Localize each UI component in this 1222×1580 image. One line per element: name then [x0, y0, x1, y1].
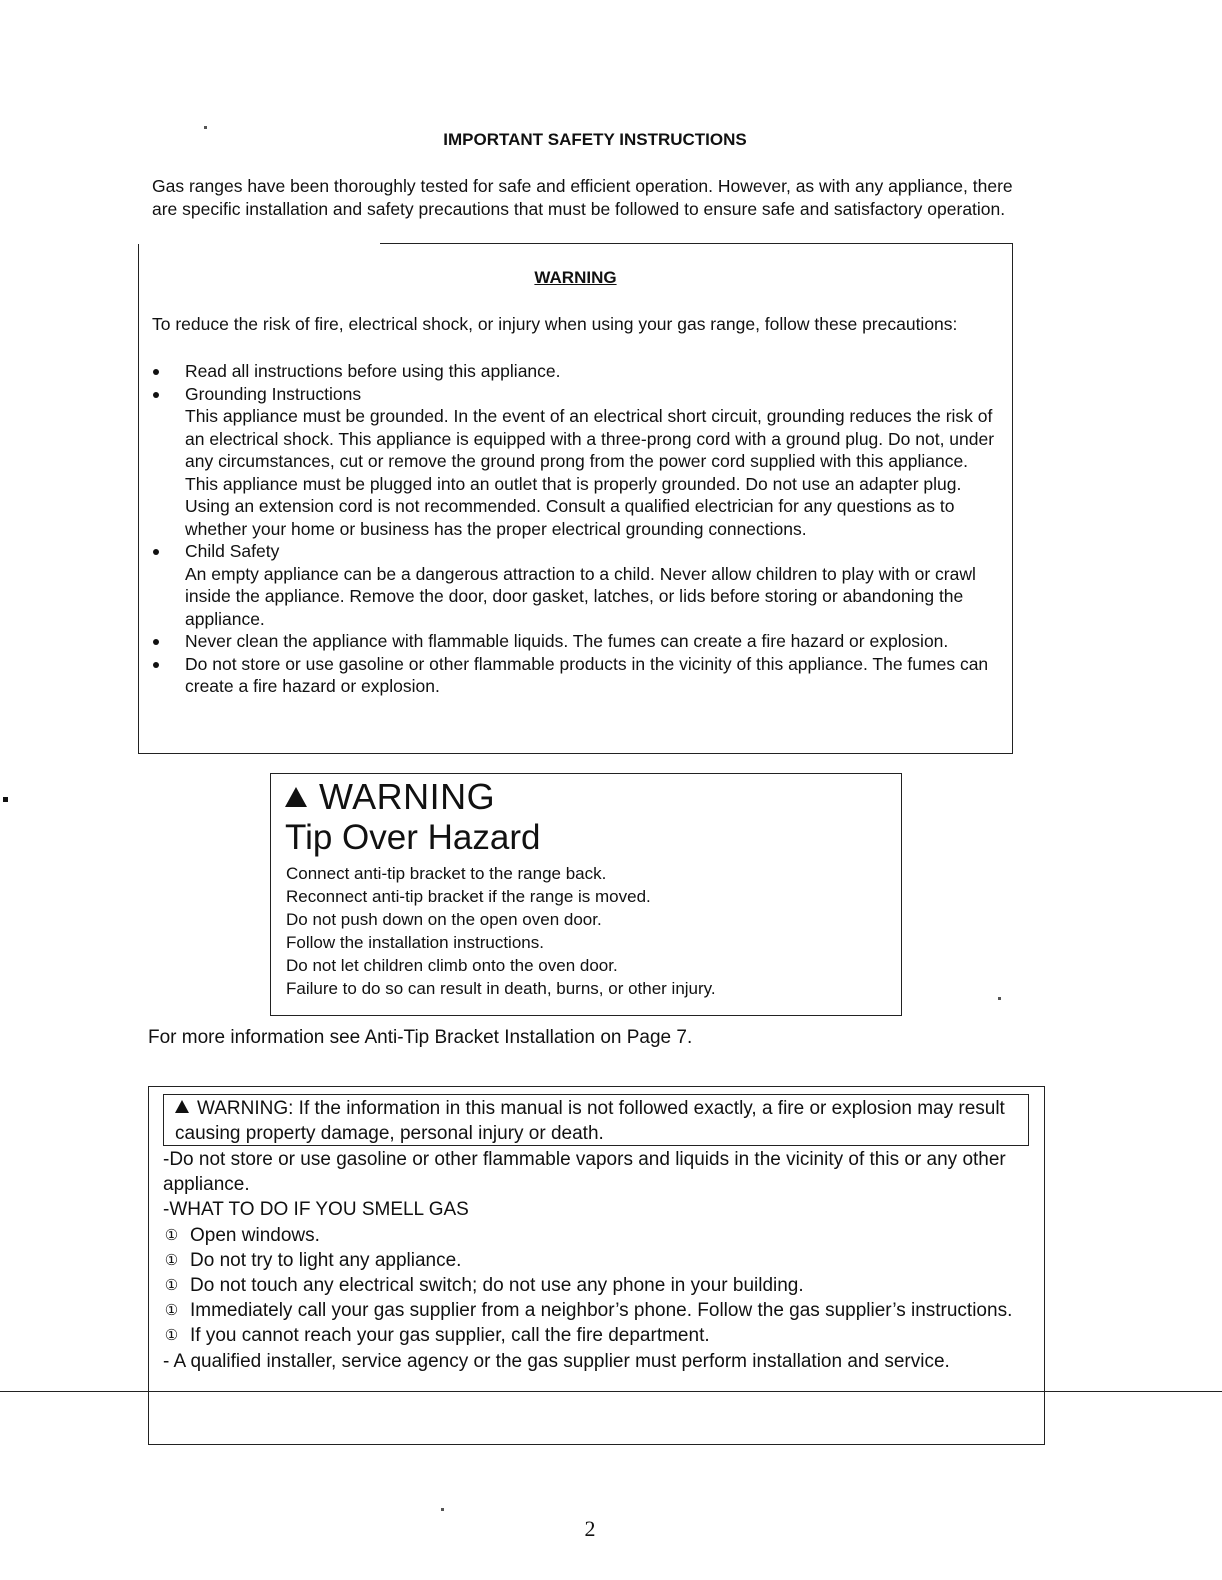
- circled-one-icon: ①: [164, 1277, 179, 1295]
- gas-step: [163, 1298, 1033, 1323]
- tip-over-warning-label: WARNING: [319, 776, 496, 817]
- circled-one-icon: ①: [164, 1302, 179, 1320]
- gas-box-body: [163, 1147, 1033, 1374]
- warning-heading: WARNING: [534, 268, 617, 287]
- item-title: Do not store or use gasoline or other flammable products in the vicinity of this appliance. The fumes can create a fire hazard or explosion.: [185, 653, 989, 696]
- page-title: IMPORTANT SAFETY INSTRUCTIONS: [443, 130, 747, 149]
- warning-box-top-border: [380, 243, 1013, 244]
- gas-step: [163, 1323, 1033, 1348]
- list-item: [152, 540, 1002, 630]
- scan-speck: [998, 997, 1001, 1000]
- intro-paragraph: Gas ranges have been thoroughly tested for safe and efficient operation. However, as with any appliance, there are specific installation and safety precautions that must be followed to ensure safe and satisfactory operation.: [152, 176, 1013, 219]
- circled-one-icon: ①: [164, 1226, 179, 1244]
- warning-triangle-icon: [285, 787, 307, 807]
- scan-speck: [3, 797, 8, 802]
- item-title: Child Safety: [185, 541, 280, 561]
- item-text: This appliance must be grounded. In the event of an electrical short circuit, grounding reduces the risk of an electrical shock. This appliance is equipped with a three-prong cord with a ground plug. Do not, under any circumstances, cut or remove the ground prong from the power cord supplied with this appliance. This appliance must be plugged into an outlet that is properly grounded. Do not use an adapter plug. Using an extension cord is not recommended. Consult a qualified electrician for any questions as to whether your home or business has the proper electrical grounding connections.: [185, 406, 995, 539]
- gas-closing: - A qualified installer, service agency or the gas supplier must perform installation and service.: [163, 1350, 950, 1372]
- more-info-text: For more information see Anti-Tip Bracket Installation on Page 7.: [148, 1027, 693, 1048]
- gas-step: [163, 1248, 1033, 1273]
- tip-over-line: Follow the installation instructions.: [286, 933, 544, 952]
- item-title: Never clean the appliance with flammable liquids. The fumes can create a fire hazard or explosion.: [185, 631, 949, 651]
- gas-warning-statement: [175, 1096, 1025, 1146]
- tip-over-line: Connect anti-tip bracket to the range back.: [286, 864, 607, 883]
- scan-speck: [441, 1508, 444, 1511]
- horizontal-rule: [0, 1391, 1222, 1392]
- gas-step-text: Do not try to light any appliance.: [190, 1249, 462, 1271]
- page-number: 2: [584, 1516, 596, 1541]
- gas-warning-text: WARNING: If the information in this manual is not followed exactly, a fire or explosion may result causing property damage, personal injury or death.: [175, 1098, 1005, 1144]
- tip-over-line: Do not push down on the open oven door.: [286, 910, 602, 929]
- gas-step-text: If you cannot reach your gas supplier, call the fire department.: [190, 1325, 710, 1347]
- precautions-list: [152, 360, 1002, 698]
- gas-step-text: Open windows.: [190, 1224, 320, 1246]
- list-item: [152, 630, 1002, 653]
- gas-line: -WHAT TO DO IF YOU SMELL GAS: [163, 1199, 469, 1221]
- list-item: [152, 653, 1002, 698]
- tip-over-line: Failure to do so can result in death, burns, or other injury.: [286, 979, 716, 998]
- warning-triangle-icon: [175, 1100, 189, 1113]
- list-item: [152, 360, 1002, 383]
- circled-one-icon: ①: [164, 1251, 179, 1269]
- item-title: Grounding Instructions: [185, 383, 362, 404]
- tip-over-heading: Tip Over Hazard: [285, 818, 541, 857]
- warning-intro: To reduce the risk of fire, electrical shock, or injury when using your gas range, follow these precautions:: [152, 314, 958, 334]
- gas-step-text: Immediately call your gas supplier from a neighbor’s phone. Follow the gas supplier’s instructions.: [190, 1300, 1013, 1322]
- item-title: Read all instructions before using this appliance.: [185, 361, 561, 381]
- gas-line: -Do not store or use gasoline or other flammable vapors and liquids in the vicinity of this or any other appliance.: [163, 1149, 1006, 1196]
- tip-over-line: Reconnect anti-tip bracket if the range is moved.: [286, 887, 651, 906]
- gas-step-text: Do not touch any electrical switch; do not use any phone in your building.: [190, 1275, 804, 1297]
- list-item: [152, 383, 1002, 541]
- scan-speck: [204, 126, 207, 129]
- item-text: An empty appliance can be a dangerous attraction to a child. Never allow children to play with or crawl inside the appliance. Remove the door, door gasket, latches, or lids before storing or abandoning the appliance.: [185, 563, 976, 629]
- gas-step: [163, 1273, 1033, 1298]
- tip-over-line: Do not let children climb onto the oven door.: [286, 956, 618, 975]
- gas-step: [163, 1223, 1033, 1248]
- tip-over-warning: [285, 776, 495, 818]
- tip-over-lines: [286, 862, 716, 1000]
- circled-one-icon: ①: [164, 1327, 179, 1345]
